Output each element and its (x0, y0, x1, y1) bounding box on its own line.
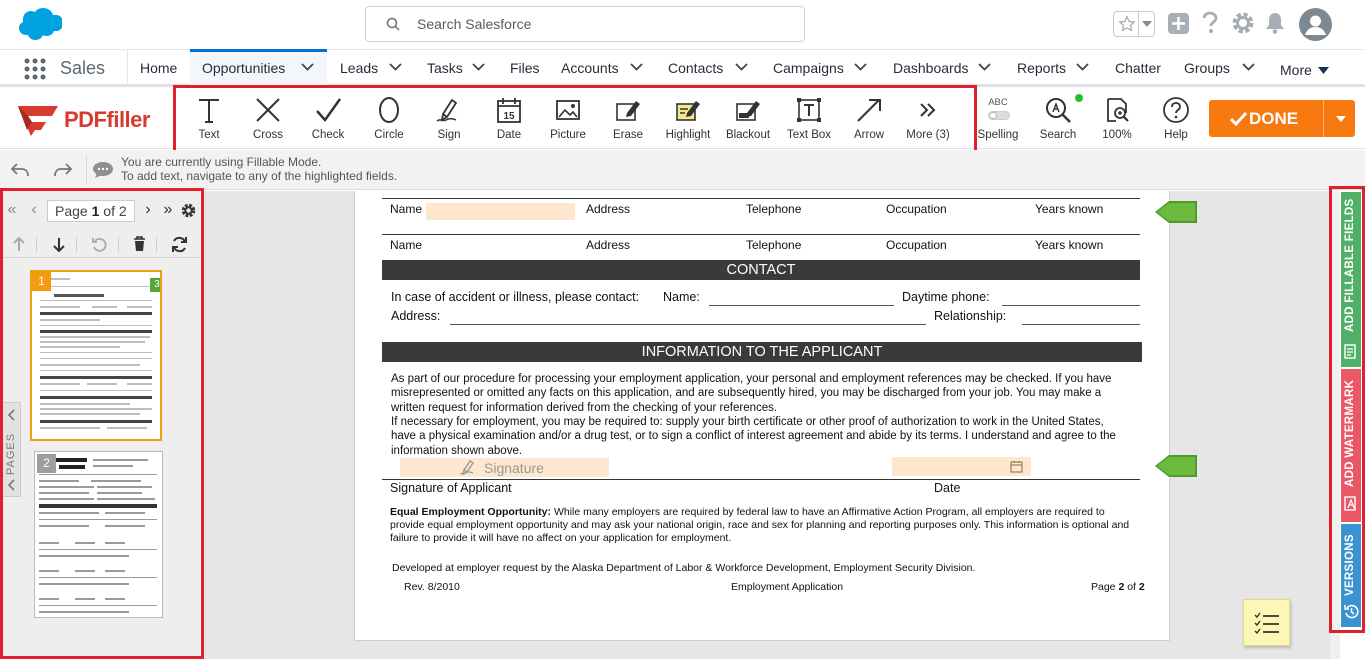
chevron-down-icon[interactable] (1318, 67, 1329, 74)
tool-sign[interactable]: Sign (419, 96, 479, 144)
svg-text:15: 15 (503, 111, 515, 122)
chevron-down-icon[interactable] (301, 63, 314, 71)
spelling-icon: ABC (968, 96, 1028, 124)
sign-icon (459, 460, 477, 475)
next-page-button[interactable]: › (145, 201, 151, 218)
contact-address-line[interactable] (450, 324, 926, 325)
first-page-button[interactable]: « (7, 201, 17, 218)
search-status-dot (1075, 94, 1083, 102)
tool-erase[interactable]: Erase (598, 96, 658, 144)
field-pointer-flag[interactable] (1155, 200, 1197, 224)
tool-picture[interactable]: Picture (538, 96, 598, 144)
search-document-icon (1044, 96, 1072, 124)
nav-groups[interactable]: Groups (1184, 60, 1230, 76)
more-icon (914, 96, 942, 124)
circle-icon (375, 96, 403, 124)
tool-arrow[interactable]: Arrow (839, 96, 899, 144)
picture-icon (554, 96, 582, 124)
reference-name-field[interactable] (426, 203, 575, 220)
star-icon (1118, 15, 1136, 33)
undo-icon[interactable] (11, 162, 29, 178)
tool-search[interactable]: Search (1028, 96, 1088, 144)
pdffiller-logo-icon (16, 104, 60, 138)
eeo-paragraph: Equal Employment Opportunity: While many employers are required by federal law to have an Affirmative Action Program, all employers are required to provide equal employment opportunity and may ask your national origin, race and sex for planning and reporting purposes only. This information is optional and failure to provide it will have no affect on your application for employment. (390, 506, 1130, 544)
tool-cross[interactable]: Cross (238, 96, 298, 144)
nav-home[interactable]: Home (140, 60, 178, 76)
tool-spelling[interactable]: ABC Spelling (968, 96, 1028, 144)
sign-icon (435, 96, 463, 124)
nav-campaigns[interactable]: Campaigns (773, 60, 844, 76)
nav-accounts[interactable]: Accounts (561, 60, 619, 76)
redo-icon[interactable] (54, 162, 72, 178)
search-icon (386, 17, 400, 31)
text-icon (195, 96, 223, 124)
information-heading: INFORMATION TO THE APPLICANT (382, 342, 1142, 362)
add-watermark-tab[interactable]: ADD WATERMARK (1341, 369, 1361, 522)
prev-page-button[interactable]: ‹ (31, 201, 37, 218)
nav-contacts[interactable]: Contacts (668, 60, 724, 76)
nav-tasks[interactable]: Tasks (427, 60, 463, 76)
cross-icon (254, 96, 282, 124)
help-icon[interactable] (1202, 11, 1218, 35)
app-launcher-icon[interactable] (24, 58, 46, 80)
fillable-mode-message: You are currently using Fillable Mode. To add text, navigate to any of the highlighted fields. (121, 155, 398, 183)
tool-text-box[interactable]: Text Box (779, 96, 839, 144)
text-box-icon (795, 96, 823, 124)
highlight-icon (674, 96, 702, 124)
page-thumbnail-2[interactable]: 2 (34, 451, 163, 618)
calendar-icon (1010, 460, 1023, 473)
done-button[interactable]: DONE (1209, 100, 1355, 137)
pages-panel-highlight-frame (0, 188, 204, 659)
pdffiller-wordmark: PDFfiller (64, 107, 150, 132)
signature-field[interactable]: Signature (400, 458, 609, 477)
chevron-down-icon[interactable] (389, 63, 402, 71)
chevron-down-icon[interactable] (854, 63, 867, 71)
date-field[interactable] (892, 457, 1031, 476)
favorites-button[interactable] (1113, 11, 1155, 37)
tool-highlight[interactable]: Highlight (658, 96, 718, 144)
chevron-down-icon[interactable] (1076, 63, 1089, 71)
page-thumbnail-1[interactable]: 1 3 (30, 270, 162, 441)
contact-heading: CONTACT (382, 260, 1140, 280)
page-footer-number: Page 2 of 2 (1091, 581, 1145, 593)
chevron-down-icon[interactable] (472, 63, 485, 71)
nav-files[interactable]: Files (510, 60, 540, 76)
last-page-button[interactable]: » (163, 201, 173, 218)
nav-opportunities[interactable]: Opportunities (202, 60, 286, 76)
salesforce-header (0, 0, 1365, 49)
versions-tab[interactable]: VERSIONS (1341, 524, 1361, 627)
tool-check[interactable]: Check (298, 96, 358, 144)
contact-relationship-line[interactable] (1022, 324, 1140, 325)
fillable-fields-badge: 3 (150, 278, 162, 292)
tool-text[interactable]: Text (179, 96, 239, 144)
chevron-down-icon[interactable] (1242, 63, 1255, 71)
information-paragraph-1: As part of our procedure for processing your employment application, your personal and employment references may be checked. If you have misrepresented or omitted any facts on this application, and are subsequently hired, you may be discharged from your job. You may make a written request for information derived from the checking of your references. (391, 373, 1112, 414)
information-paragraph-2: If necessary for employment, you may be required to: supply your birth certificate or other proof of authorization to work in the United States, have a physical examination and/or a drug test, or to sign a conflict of interest agreement and abide by its terms. I understand and agree to the information shown above. (391, 416, 1116, 457)
erase-icon (614, 96, 642, 124)
nav-reports[interactable]: Reports (1017, 60, 1067, 76)
checklist-button[interactable] (1243, 599, 1290, 646)
contact-phone-line[interactable] (1002, 305, 1140, 306)
nav-chatter[interactable]: Chatter (1115, 60, 1161, 76)
check-icon (1230, 111, 1247, 126)
tool-help[interactable]: Help (1146, 96, 1206, 144)
nav-dashboards[interactable]: Dashboards (893, 60, 969, 76)
page-navigator: « ‹ Page 1 of 2 › » (3, 196, 199, 226)
zoom-icon (1103, 96, 1131, 124)
message-icon (92, 161, 114, 179)
tool-circle[interactable]: Circle (359, 96, 419, 144)
navigation-bar (0, 49, 1365, 87)
right-tabs-highlight-frame (1329, 186, 1365, 633)
notifications-bell-icon[interactable] (1265, 12, 1285, 34)
checklist-icon (1254, 612, 1280, 634)
salesforce-cloud-logo[interactable] (14, 8, 62, 41)
chevron-down-icon[interactable] (630, 63, 643, 71)
field-pointer-flag[interactable] (1155, 454, 1197, 478)
search-input[interactable] (365, 6, 805, 42)
date-icon (495, 96, 523, 124)
setup-gear-icon[interactable] (1231, 11, 1255, 35)
global-create-icon[interactable] (1168, 13, 1189, 34)
nav-more[interactable]: More (1280, 62, 1312, 78)
check-icon (314, 96, 342, 124)
add-fillable-fields-tab[interactable]: ADD FILLABLE FIELDS (1341, 192, 1361, 367)
user-avatar[interactable] (1299, 8, 1332, 41)
pages-collapse-tab[interactable]: PAGES (2, 402, 21, 497)
search-placeholder: Search Salesforce (417, 16, 532, 32)
tool-more[interactable]: More (3) (898, 96, 958, 144)
chevron-down-icon[interactable] (1336, 116, 1346, 122)
blackout-icon (734, 96, 762, 124)
chevron-down-icon[interactable] (978, 63, 991, 71)
tool-date[interactable]: 15 Date (479, 96, 539, 144)
arrow-icon (855, 96, 883, 124)
tool-blackout[interactable]: Blackout (718, 96, 778, 144)
chevron-down-icon[interactable] (735, 63, 748, 71)
app-name: Sales (60, 58, 106, 78)
contact-name-line[interactable] (709, 305, 894, 306)
nav-leads[interactable]: Leads (340, 60, 379, 76)
pdffiller-logo (16, 104, 166, 138)
tool-zoom[interactable]: 100% (1087, 96, 1147, 144)
help-circle-icon (1162, 96, 1190, 124)
chevron-down-icon (1142, 21, 1152, 27)
